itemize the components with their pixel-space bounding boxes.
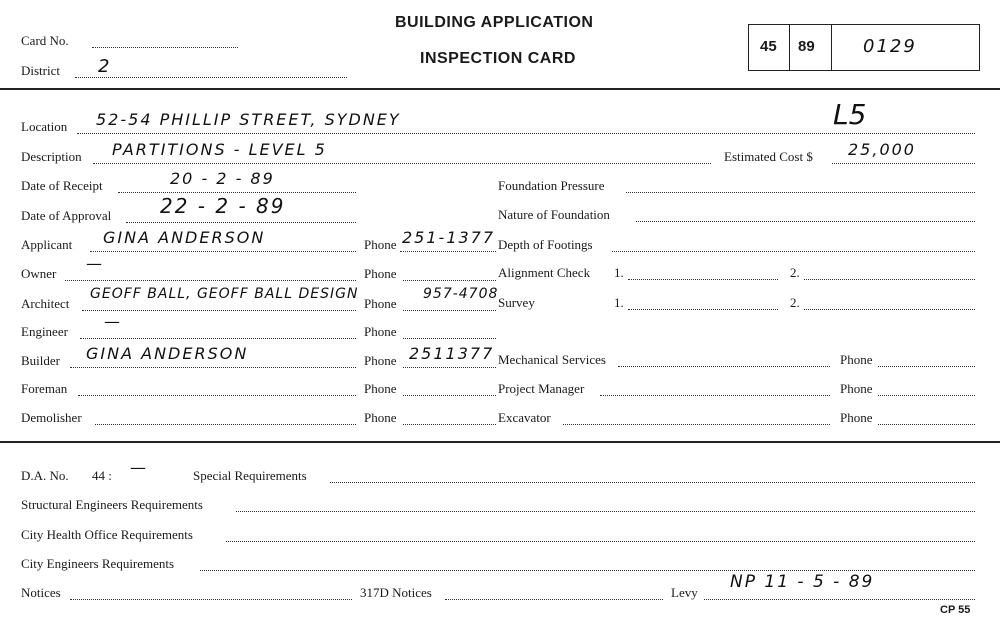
date-of-receipt-line xyxy=(118,192,356,193)
applicant-label: Applicant xyxy=(21,237,73,252)
project-manager-phone-label: Phone xyxy=(840,381,873,396)
card-box-2: 89 xyxy=(798,38,815,55)
mechanical-services-label: Mechanical Services xyxy=(498,352,606,367)
architect-line xyxy=(82,310,356,311)
alignment-check-label: Alignment Check xyxy=(498,265,591,280)
location-label: Location xyxy=(21,119,68,134)
nature-of-foundation-label: Nature of Foundation xyxy=(498,207,610,222)
date-of-approval-label: Date of Approval xyxy=(21,208,112,223)
builder-line xyxy=(70,367,356,368)
demolisher-phone-label: Phone xyxy=(364,410,397,425)
description-label: Description xyxy=(21,149,82,164)
city-health-line xyxy=(226,541,975,542)
location-value[interactable]: 52-54 PHILLIP STREET, SYDNEY xyxy=(96,110,401,129)
notices-317d-label: 317D Notices xyxy=(360,585,432,600)
engineer-value[interactable]: — xyxy=(104,312,122,331)
survey-2-line xyxy=(804,309,975,310)
alignment-check-1-label: 1. xyxy=(614,265,624,280)
project-manager-line xyxy=(600,395,830,396)
builder-phone-value[interactable]: 2511377 xyxy=(409,344,495,363)
alignment-check-2-line xyxy=(804,279,975,280)
owner-line xyxy=(65,280,356,281)
project-manager-label: Project Manager xyxy=(498,381,585,396)
da-no-prefix: 44 : xyxy=(92,468,112,483)
district-value[interactable]: 2 xyxy=(98,56,112,77)
applicant-phone-line xyxy=(400,251,496,252)
card-no-label: Card No. xyxy=(21,33,69,48)
card-no-line xyxy=(92,47,238,48)
builder-label: Builder xyxy=(21,353,60,368)
foundation-pressure-line xyxy=(626,192,975,193)
da-no-label: D.A. No. xyxy=(21,468,69,483)
city-health-label: City Health Office Requirements xyxy=(21,527,193,542)
survey-2-label: 2. xyxy=(790,295,800,310)
levy-line xyxy=(704,599,975,600)
survey-1-label: 1. xyxy=(614,295,624,310)
notices-line xyxy=(70,599,352,600)
engineer-label: Engineer xyxy=(21,324,68,339)
structural-engineers-label: Structural Engineers Requirements xyxy=(21,497,203,512)
description-value[interactable]: PARTITIONS - LEVEL 5 xyxy=(112,140,327,159)
builder-phone-line xyxy=(403,367,496,368)
engineer-phone-label: Phone xyxy=(364,324,397,339)
mechanical-services-line xyxy=(618,366,830,367)
district-label: District xyxy=(21,63,60,78)
description-line xyxy=(93,163,711,164)
engineer-phone-line xyxy=(403,338,496,339)
architect-label: Architect xyxy=(21,296,70,311)
card-box-1: 45 xyxy=(760,38,777,55)
applicant-phone-label: Phone xyxy=(364,237,397,252)
alignment-check-1-line xyxy=(628,279,778,280)
demolisher-phone-line xyxy=(403,424,496,425)
nature-of-foundation-line xyxy=(636,221,975,222)
card-box-3[interactable]: 0129 xyxy=(863,36,917,57)
survey-1-line xyxy=(628,309,778,310)
district-line xyxy=(75,77,347,78)
header-divider xyxy=(0,88,1000,90)
special-requirements-label: Special Requirements xyxy=(193,468,307,483)
applicant-phone-value[interactable]: 251-1377 xyxy=(402,228,496,247)
form-code: CP 55 xyxy=(940,604,971,616)
builder-value[interactable]: GINA ANDERSON xyxy=(86,344,249,363)
city-engineers-line xyxy=(200,570,975,571)
architect-phone-line xyxy=(403,310,496,311)
mechanical-phone-label: Phone xyxy=(840,352,873,367)
location-line xyxy=(77,133,975,134)
date-of-approval-line xyxy=(126,222,356,223)
da-no-value[interactable]: — xyxy=(130,458,148,477)
estimated-cost-value[interactable]: 25,000 xyxy=(848,140,916,159)
excavator-line xyxy=(563,424,830,425)
applicant-line xyxy=(90,251,356,252)
estimated-cost-line xyxy=(832,163,975,164)
foreman-line xyxy=(78,395,356,396)
special-requirements-line xyxy=(330,482,975,483)
notices-317d-line xyxy=(445,599,663,600)
foreman-phone-line xyxy=(403,395,496,396)
date-of-approval-value[interactable]: 22 - 2 - 89 xyxy=(160,194,286,218)
form-title-line-1: BUILDING APPLICATION xyxy=(395,14,594,31)
depth-of-footings-label: Depth of Footings xyxy=(498,237,593,252)
foreman-label: Foreman xyxy=(21,381,68,396)
card-number-box xyxy=(748,24,980,71)
foundation-pressure-label: Foundation Pressure xyxy=(498,178,605,193)
demolisher-line xyxy=(95,424,356,425)
mechanical-phone-line xyxy=(878,366,975,367)
date-of-receipt-value[interactable]: 20 - 2 - 89 xyxy=(170,169,275,188)
excavator-label: Excavator xyxy=(498,410,551,425)
estimated-cost-label: Estimated Cost $ xyxy=(724,149,813,164)
owner-label: Owner xyxy=(21,266,57,281)
city-engineers-label: City Engineers Requirements xyxy=(21,556,175,571)
project-manager-phone-line xyxy=(878,395,975,396)
applicant-value[interactable]: GINA ANDERSON xyxy=(103,228,266,247)
architect-phone-label: Phone xyxy=(364,296,397,311)
structural-engineers-line xyxy=(236,511,975,512)
levy-label: Levy xyxy=(671,585,698,600)
location-mark: L5 xyxy=(833,98,867,131)
foreman-phone-label: Phone xyxy=(364,381,397,396)
owner-phone-line xyxy=(403,280,496,281)
architect-phone-value[interactable]: 957-4708 xyxy=(423,286,499,302)
date-of-receipt-label: Date of Receipt xyxy=(21,178,103,193)
builder-phone-label: Phone xyxy=(364,353,397,368)
levy-value[interactable]: NP 11 - 5 - 89 xyxy=(730,572,875,592)
notices-label: Notices xyxy=(21,585,61,600)
architect-value[interactable]: GEOFF BALL, GEOFF BALL DESIGN xyxy=(90,286,359,302)
form-title-line-2: INSPECTION CARD xyxy=(420,50,576,67)
depth-of-footings-line xyxy=(612,251,975,252)
excavator-phone-label: Phone xyxy=(840,410,873,425)
section-divider xyxy=(0,441,1000,443)
demolisher-label: Demolisher xyxy=(21,410,82,425)
owner-value[interactable]: — xyxy=(86,254,104,273)
engineer-line xyxy=(80,338,356,339)
alignment-check-2-label: 2. xyxy=(790,265,800,280)
excavator-phone-line xyxy=(878,424,975,425)
survey-label: Survey xyxy=(498,295,535,310)
owner-phone-label: Phone xyxy=(364,266,397,281)
